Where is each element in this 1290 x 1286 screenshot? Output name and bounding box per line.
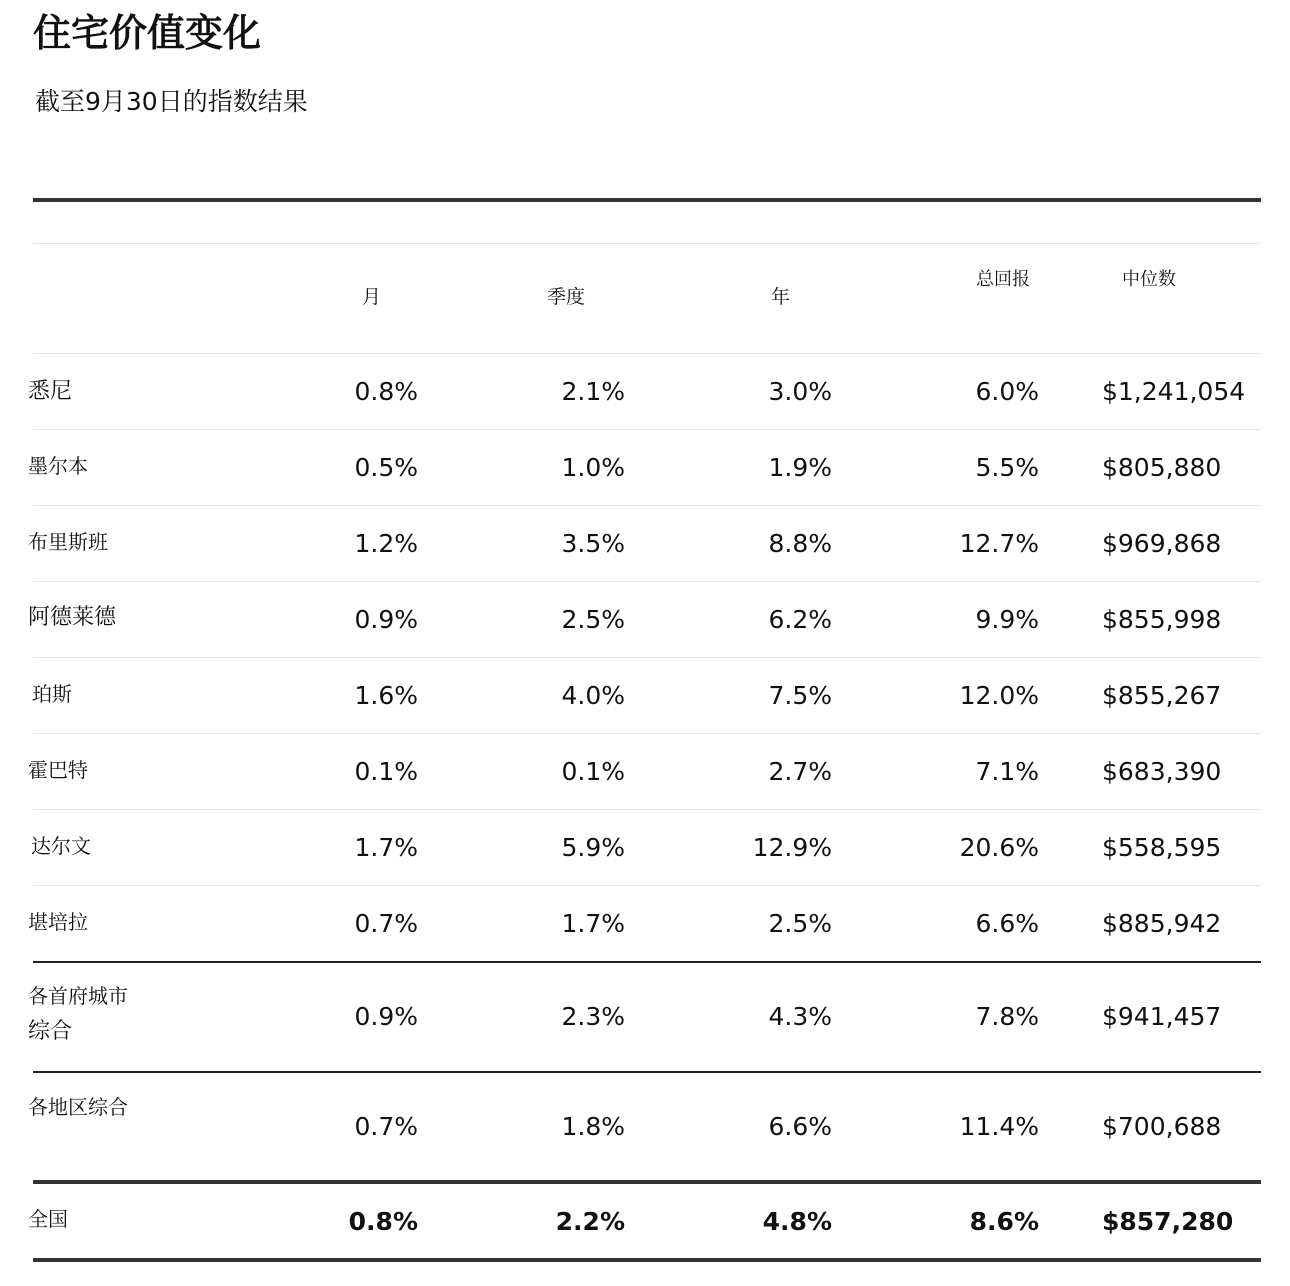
section-divider-thick xyxy=(33,1180,1261,1184)
cell-median: $857,280 xyxy=(1102,1207,1234,1236)
cell-total-return: 6.6% xyxy=(975,909,1039,938)
cell-month: 0.9% xyxy=(354,605,418,634)
cell-month: 0.8% xyxy=(354,377,418,406)
row-label: 达尔文 xyxy=(31,834,91,858)
cell-year: 6.6% xyxy=(768,1112,832,1141)
page-subtitle: 截至9月30日的指数结果 xyxy=(35,87,308,116)
row-label: 珀斯 xyxy=(32,682,72,706)
cell-year: 4.3% xyxy=(768,1002,832,1031)
cell-quarter: 2.2% xyxy=(555,1207,625,1236)
row-divider xyxy=(33,733,1261,734)
row-divider xyxy=(33,581,1261,582)
cell-month: 0.7% xyxy=(354,909,418,938)
cell-year: 2.5% xyxy=(768,909,832,938)
cell-total-return: 9.9% xyxy=(975,605,1039,634)
cell-year: 3.0% xyxy=(768,377,832,406)
cell-year: 12.9% xyxy=(752,833,832,862)
cell-total-return: 12.0% xyxy=(959,681,1039,710)
row-divider xyxy=(33,429,1261,430)
cell-year: 6.2% xyxy=(768,605,832,634)
cell-quarter: 1.0% xyxy=(561,453,625,482)
header-month: 月 xyxy=(362,286,382,308)
row-label: 堪培拉 xyxy=(28,910,88,934)
cell-median: $683,390 xyxy=(1102,757,1222,786)
cell-month: 0.9% xyxy=(354,1002,418,1031)
section-divider xyxy=(33,961,1261,963)
row-label: 阿德莱德 xyxy=(28,605,117,630)
bottom-rule xyxy=(33,1258,1261,1262)
cell-year: 1.9% xyxy=(768,453,832,482)
cell-quarter: 0.1% xyxy=(561,757,625,786)
header-quarter: 季度 xyxy=(547,286,586,308)
cell-total-return: 8.6% xyxy=(969,1207,1039,1236)
row-divider xyxy=(33,505,1261,506)
row-divider xyxy=(33,657,1261,658)
row-label-line1: 各首府城市 xyxy=(28,984,128,1008)
cell-total-return: 7.1% xyxy=(975,757,1039,786)
header-total-return: 总回报 xyxy=(976,269,1030,290)
cell-year: 4.8% xyxy=(762,1207,832,1236)
cell-year: 7.5% xyxy=(768,681,832,710)
cell-quarter: 2.1% xyxy=(561,377,625,406)
cell-median: $558,595 xyxy=(1102,833,1222,862)
cell-month: 0.7% xyxy=(354,1112,418,1141)
row-label: 墨尔本 xyxy=(28,454,88,478)
cell-year: 8.8% xyxy=(768,529,832,558)
cell-median: $805,880 xyxy=(1102,453,1222,482)
cell-quarter: 4.0% xyxy=(561,681,625,710)
cell-quarter: 1.7% xyxy=(561,909,625,938)
row-label: 各地区综合 xyxy=(28,1095,128,1119)
cell-quarter: 3.5% xyxy=(561,529,625,558)
cell-quarter: 5.9% xyxy=(561,833,625,862)
header-year: 年 xyxy=(771,286,791,308)
row-label: 布里斯班 xyxy=(28,530,108,554)
page-title: 住宅价值变化 xyxy=(33,11,262,55)
cell-quarter: 2.3% xyxy=(561,1002,625,1031)
cell-total-return: 20.6% xyxy=(959,833,1039,862)
row-divider xyxy=(33,809,1261,810)
cell-month: 0.5% xyxy=(354,453,418,482)
cell-month: 1.2% xyxy=(354,529,418,558)
cell-month: 0.1% xyxy=(354,757,418,786)
cell-quarter: 2.5% xyxy=(561,605,625,634)
row-label: 全国 xyxy=(28,1207,68,1231)
cell-total-return: 6.0% xyxy=(975,377,1039,406)
cell-month: 1.7% xyxy=(354,833,418,862)
cell-median: $1,241,054 xyxy=(1102,377,1246,406)
header-bottom-divider xyxy=(33,353,1261,354)
cell-total-return: 5.5% xyxy=(975,453,1039,482)
cell-median: $855,267 xyxy=(1102,681,1222,710)
cell-total-return: 12.7% xyxy=(959,529,1039,558)
cell-median: $855,998 xyxy=(1102,605,1222,634)
cell-total-return: 7.8% xyxy=(975,1002,1039,1031)
cell-median: $700,688 xyxy=(1102,1112,1222,1141)
header-median: 中位数 xyxy=(1122,269,1176,290)
row-label: 霍巴特 xyxy=(28,758,88,782)
cell-month: 0.8% xyxy=(348,1207,418,1236)
top-rule xyxy=(33,198,1261,202)
row-label: 悉尼 xyxy=(28,379,73,404)
cell-median: $941,457 xyxy=(1102,1002,1222,1031)
section-divider xyxy=(33,1071,1261,1073)
row-label-line2: 综合 xyxy=(28,1019,73,1044)
cell-month: 1.6% xyxy=(354,681,418,710)
cell-year: 2.7% xyxy=(768,757,832,786)
cell-median: $969,868 xyxy=(1102,529,1222,558)
cell-median: $885,942 xyxy=(1102,909,1222,938)
row-divider xyxy=(33,885,1261,886)
cell-quarter: 1.8% xyxy=(561,1112,625,1141)
header-top-divider xyxy=(33,243,1261,244)
cell-total-return: 11.4% xyxy=(959,1112,1039,1141)
